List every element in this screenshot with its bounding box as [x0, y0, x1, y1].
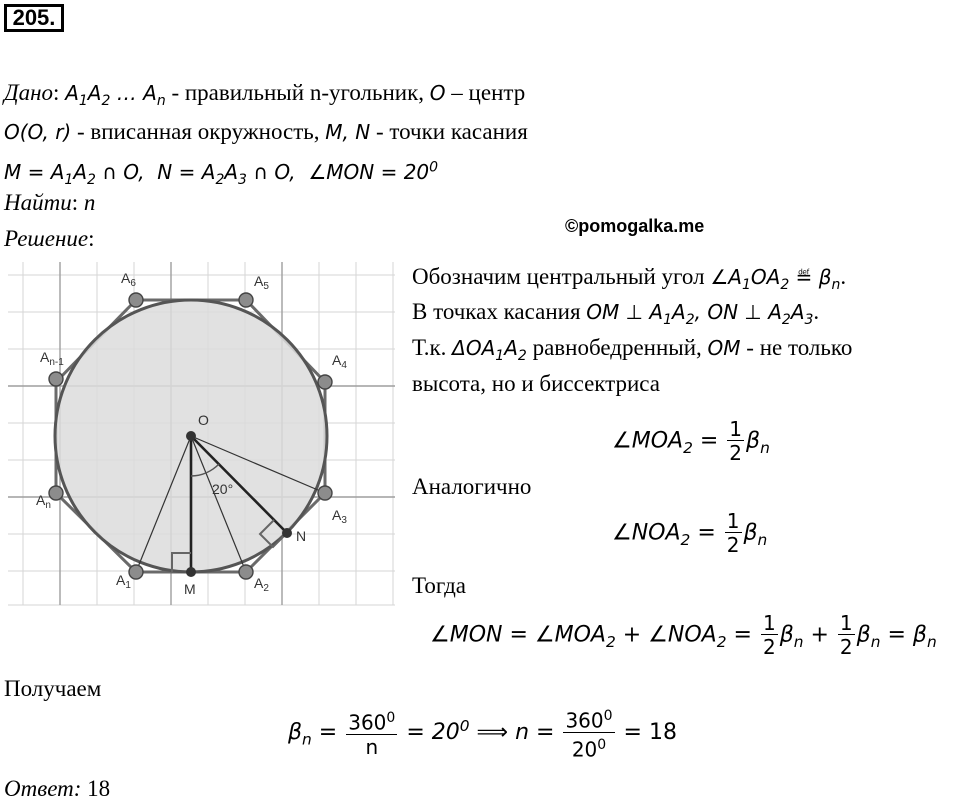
- right-line-3: Т.к. $\Delta OA_1A_2$ равнобедренный, OM - не только: [412, 335, 853, 364]
- find-label: Найти: [4, 190, 72, 215]
- we-get-label: Получаем: [4, 676, 102, 701]
- eq-NOA2: $\angle NOA_2$ = $\frac{1}{2}$ $\beta_n$: [612, 509, 768, 557]
- given-line-1: Дано: $A_1A_2$ … $A_n$ - правильный n-угольник, O – центр: [4, 80, 526, 109]
- label-angle: 20°: [212, 481, 234, 497]
- label-An: $A_n$: [36, 492, 51, 511]
- center-O: O: [429, 81, 446, 105]
- given-equations: $M = A_1A_2$ ∩ O, $N = A_2A_3$ ∩ O, ∠MON = $20^0$: [4, 159, 439, 188]
- label-A6: $A_6$: [121, 270, 136, 289]
- polygon-desc: - правильный n-угольник,: [165, 80, 430, 105]
- find-line: Найти: n: [4, 190, 96, 215]
- circle-desc: - вписанная окружность,: [71, 119, 326, 144]
- similarly-label: Аналогично: [412, 474, 532, 499]
- then-label: Тогда: [412, 573, 467, 598]
- right-line-4: высота, но и биссектриса: [412, 371, 661, 396]
- right-line-2: В точках касания OM ⊥ $A_1A_2$, ON ⊥ $A_2A_3$.: [412, 299, 820, 328]
- label-M: M: [184, 581, 196, 597]
- given-label: Дано: [4, 80, 54, 105]
- solution-label: Решение: [4, 226, 89, 251]
- answer-value: 18: [87, 776, 111, 801]
- circle-name: O(O, r): [4, 120, 72, 144]
- tangent-desc: - точки касания: [370, 119, 528, 144]
- polygon-name: $A_1A_2$ … $A_n$: [65, 81, 166, 109]
- polygon-figure: [0, 258, 395, 608]
- eq-MOA2: $\angle MOA_2$ = $\frac{1}{2}$ $\beta_n$: [612, 417, 770, 465]
- label-A1: $A_1$: [116, 572, 131, 591]
- right-line-1: Обозначим центральный угол $\angle A_1OA_2$ ≝ $\beta_n$.: [412, 264, 847, 293]
- given-line-2: [4, 117, 528, 147]
- label-A4: $A_4$: [332, 352, 347, 371]
- label-An-1: $A_{n-1}$: [40, 349, 64, 368]
- solution-line: Решение:: [4, 226, 95, 251]
- tangent-points: M, N: [325, 120, 371, 144]
- label-A5: $A_5$: [254, 273, 269, 292]
- eq-result: $\beta_n$ = $\frac{360^0}{n}$ = $20^0$ ⟹ n = $\frac{360^0}{20^0}$ = 18: [288, 708, 677, 762]
- center-desc: – центр: [445, 80, 526, 105]
- watermark: ©pomogalka.me: [565, 216, 705, 236]
- problem-number: 205.: [4, 4, 64, 32]
- label-O: O: [198, 412, 209, 428]
- find-value: n: [83, 190, 96, 215]
- label-N: N: [296, 528, 307, 544]
- label-A3: $A_3$: [332, 507, 347, 526]
- label-A2: $A_2$: [254, 575, 269, 594]
- eq-MON: ∠MON = $\angle MOA_2$ + $\angle NOA_2$ = $\frac{1}{2}$ $\beta_n$ + $\frac{1}{2}$ $\beta_n = \beta_n$: [430, 611, 937, 659]
- answer-label: Ответ:: [4, 776, 82, 801]
